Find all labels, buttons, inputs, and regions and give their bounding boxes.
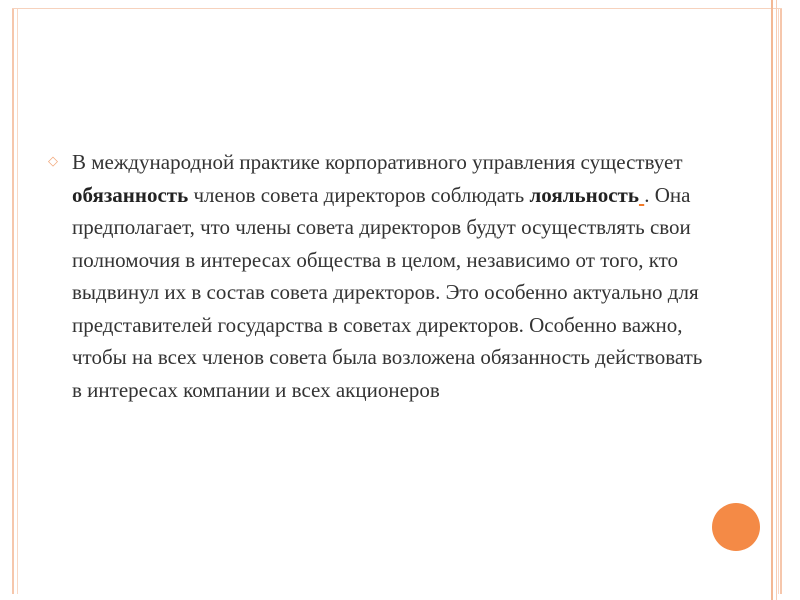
diamond-outline-icon: ◇ bbox=[48, 154, 58, 169]
slide-content bbox=[48, 146, 708, 406]
bold-term-duty: обязанность bbox=[72, 182, 189, 207]
accent-line-right bbox=[771, 0, 773, 600]
bold-term-loyalty: лояльность bbox=[529, 182, 639, 207]
orange-circle-decoration bbox=[712, 503, 760, 551]
accent-line-right-thin bbox=[776, 0, 777, 600]
paragraph-text-2: членов совета директоров соблюдать bbox=[188, 182, 530, 207]
paragraph-text-3: . Она предполагает, что члены совета директоров будут осуществлять свои полномочия в интересах общества в целом, независимо от того, кто выдвинул их в состав совета директоров. Это особенно актуально для представителей государства в советах директоров. Особенно важно, чтобы на всех членов совета была возложена обязанность действовать в интересах компании и всех акционеров bbox=[72, 182, 703, 402]
bullet-item bbox=[48, 146, 708, 406]
paragraph-text-1: В международной практике корпоративного управления существует bbox=[72, 150, 683, 174]
slide-top-rule bbox=[12, 8, 782, 9]
bullet-paragraph bbox=[72, 146, 708, 406]
